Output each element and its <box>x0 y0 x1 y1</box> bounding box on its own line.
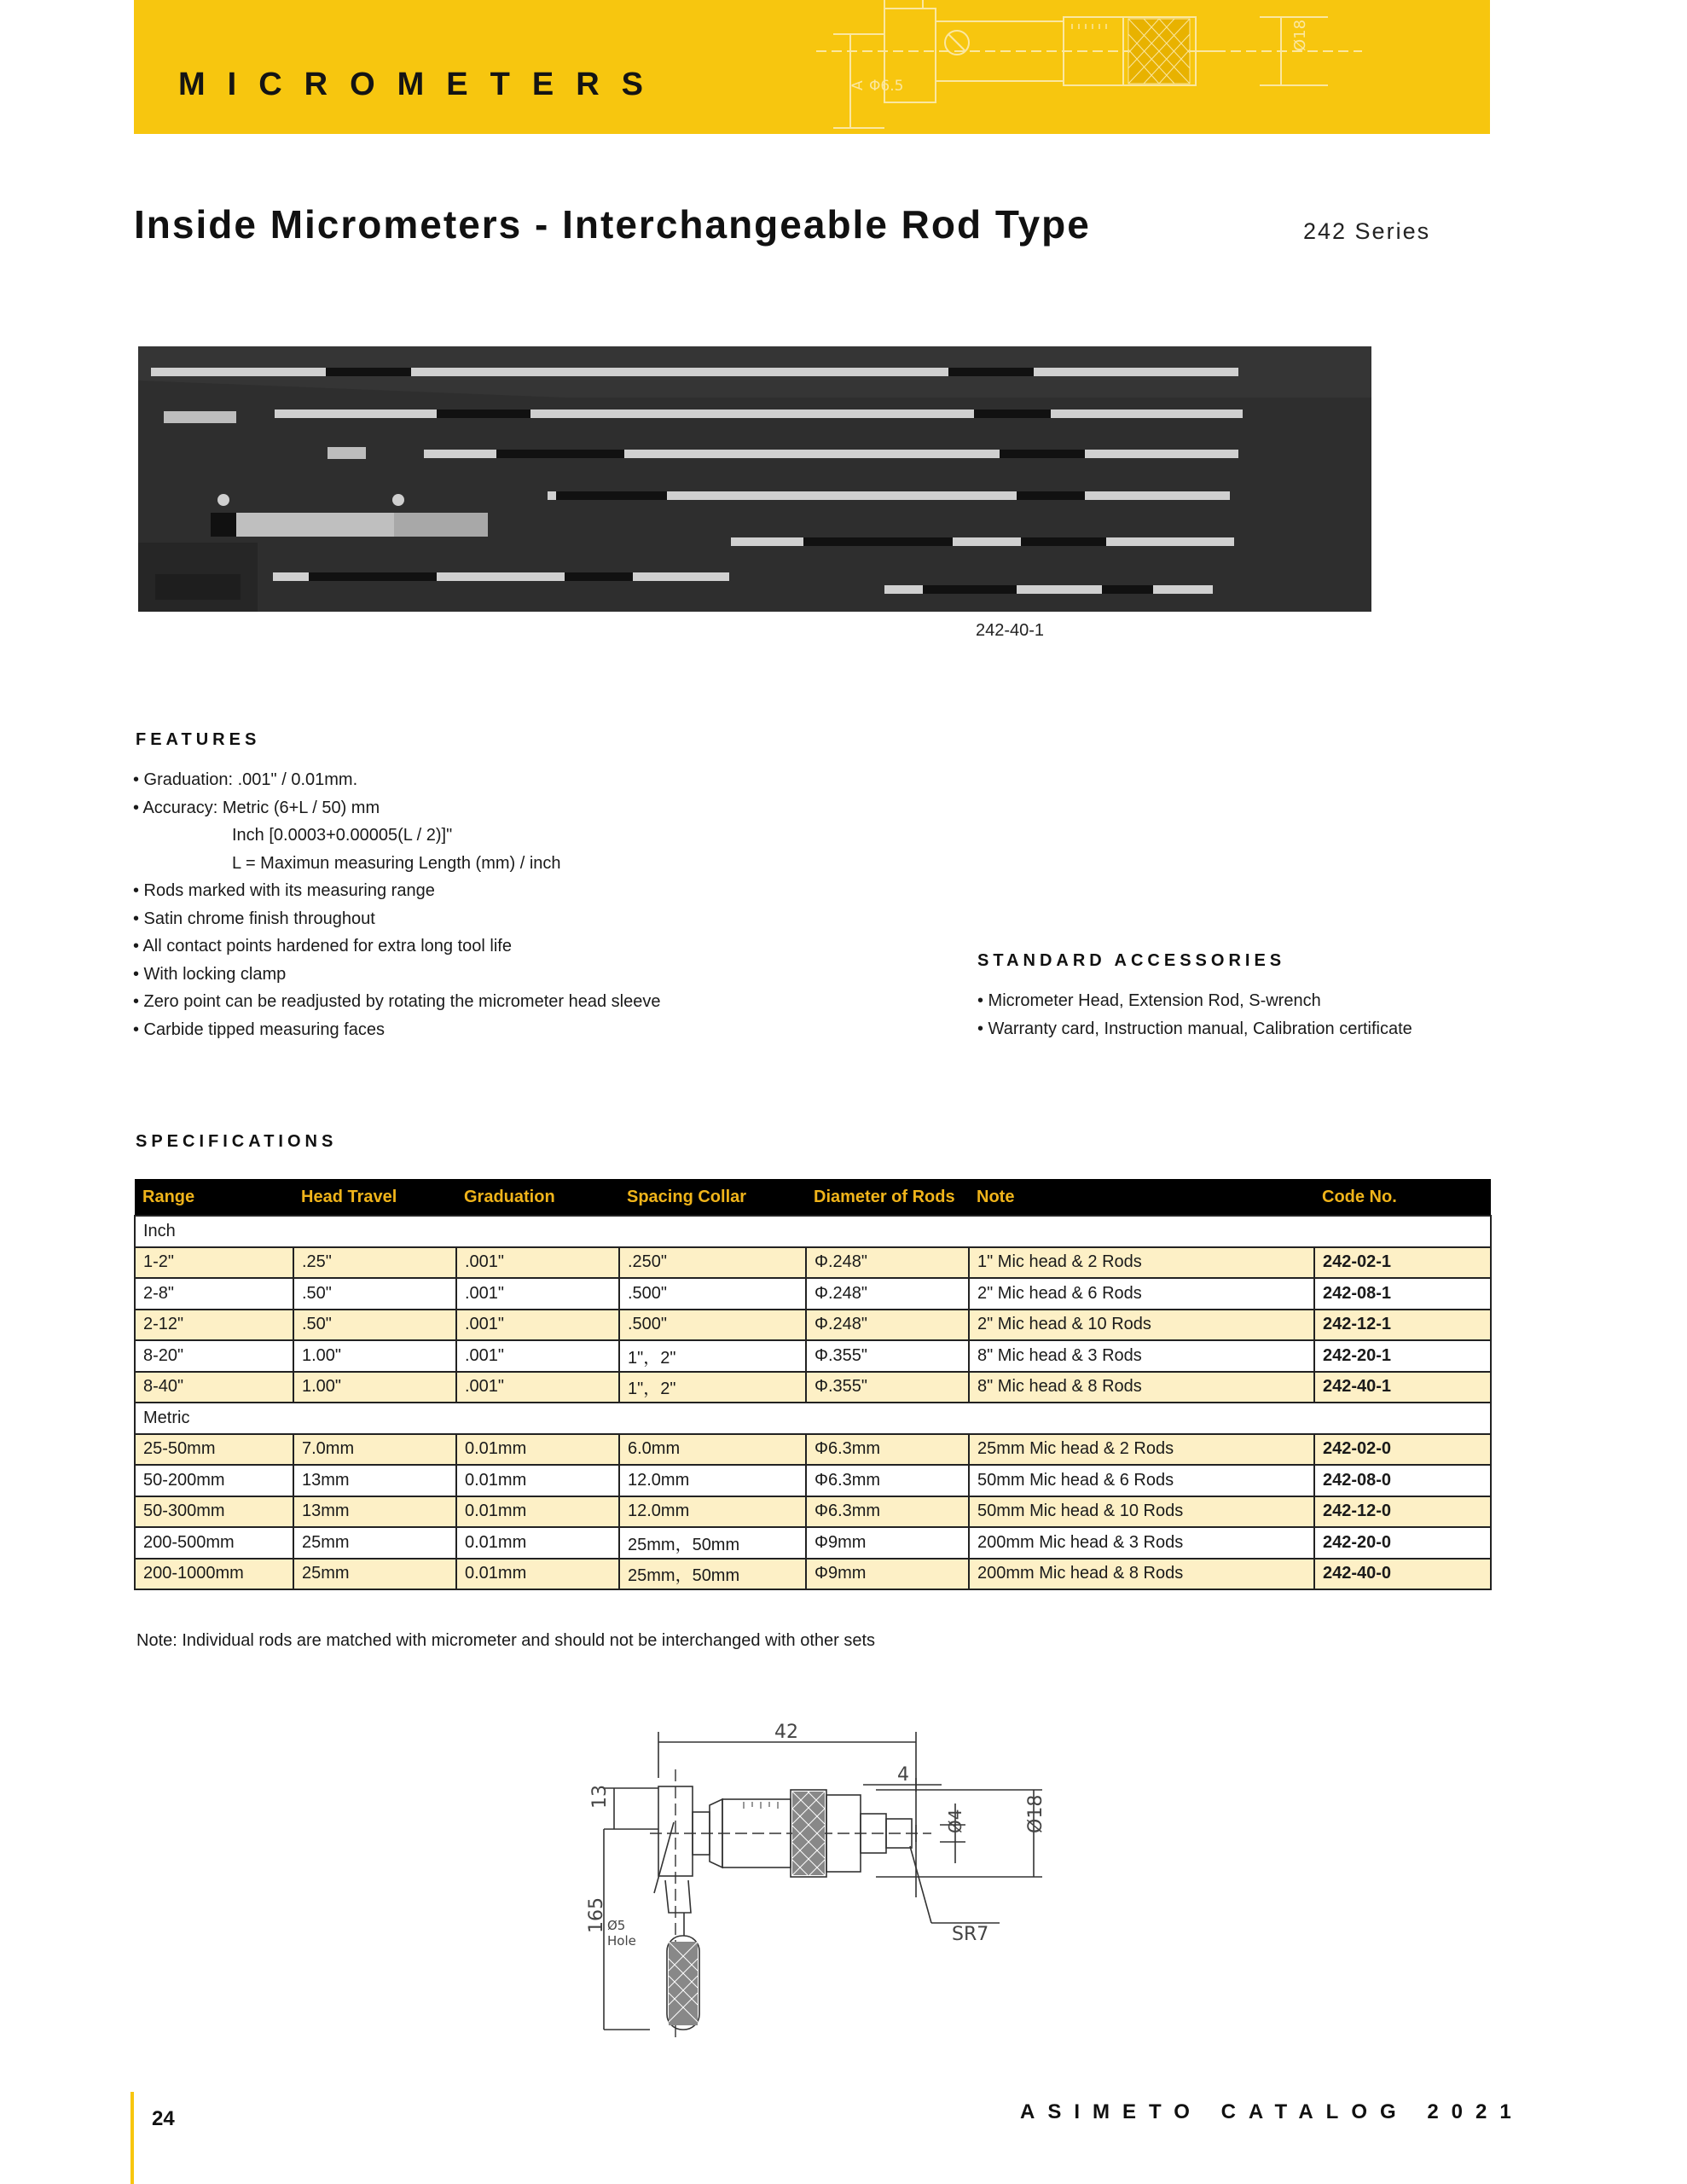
table-cell: 12.0mm <box>619 1465 806 1496</box>
column-header: Diameter of Rods <box>806 1179 969 1216</box>
table-cell: 8-40" <box>135 1372 293 1403</box>
accessories-heading: STANDARD ACCESSORIES <box>977 951 1286 970</box>
table-row <box>135 1340 1491 1372</box>
table-group-row <box>135 1216 1491 1247</box>
micrometer-head-drawing <box>573 1718 1051 2051</box>
specifications-table <box>134 1179 1492 1590</box>
table-cell: 7.0mm <box>293 1434 456 1466</box>
extension-rod <box>548 491 1230 500</box>
feature-item: • With locking clamp <box>133 964 287 984</box>
group-label: Metric <box>135 1403 1491 1434</box>
feature-item: L = Maximun measuring Length (mm) / inch <box>232 853 561 873</box>
table-cell: 25mm <box>293 1559 456 1590</box>
table-cell: 25mm <box>293 1527 456 1559</box>
spacing-collar <box>164 411 236 423</box>
table-cell: .500" <box>619 1310 806 1341</box>
table-row <box>135 1434 1491 1466</box>
table-cell: 6.0mm <box>619 1434 806 1466</box>
table-cell: 13mm <box>293 1496 456 1528</box>
sr7-label: SR7 <box>952 1924 989 1945</box>
table-cell: 2-8" <box>135 1278 293 1310</box>
feature-item: • Graduation: .001" / 0.01mm. <box>133 770 358 789</box>
table-cell: Φ.248" <box>806 1310 969 1341</box>
table-cell: 50mm Mic head & 6 Rods <box>969 1465 1314 1496</box>
catalog-label: ASIMETO CATALOG 2021 <box>1020 2100 1524 2123</box>
table-cell: 25mm Mic head & 2 Rods <box>969 1434 1314 1466</box>
table-cell: 2" Mic head & 6 Rods <box>969 1278 1314 1310</box>
accessory-item: • Warranty card, Instruction manual, Calibration certificate <box>977 1019 1412 1038</box>
dim-4-label: 4 <box>897 1764 909 1786</box>
table-cell: Φ6.3mm <box>806 1434 969 1466</box>
table-cell: .001" <box>456 1372 619 1403</box>
table-cell: 0.01mm <box>456 1465 619 1496</box>
table-cell: 0.01mm <box>456 1559 619 1590</box>
table-cell: Φ6.3mm <box>806 1496 969 1528</box>
header-dia18-label: Ø18 <box>1291 19 1309 51</box>
table-cell: 1.00" <box>293 1340 456 1372</box>
code-number-cell: 242-12-1 <box>1314 1310 1491 1341</box>
feature-item: Inch [0.0003+0.00005(L / 2)]" <box>232 826 453 845</box>
header-micrometer-drawing <box>816 0 1490 134</box>
table-cell: .250" <box>619 1247 806 1279</box>
table-cell: 25mm，50mm <box>619 1527 806 1559</box>
column-header: Range <box>135 1179 293 1216</box>
table-cell: 200mm Mic head & 3 Rods <box>969 1527 1314 1559</box>
code-number-cell: 242-02-0 <box>1314 1434 1491 1466</box>
feature-item: • Rods marked with its measuring range <box>133 881 435 900</box>
table-cell: Φ.248" <box>806 1278 969 1310</box>
dim-13-label: 13 <box>589 1785 611 1809</box>
code-number-cell: 242-08-1 <box>1314 1278 1491 1310</box>
column-header: Spacing Collar <box>619 1179 806 1216</box>
table-cell: 8" Mic head & 8 Rods <box>969 1372 1314 1403</box>
feature-item: • Accuracy: Metric (6+L / 50) mm <box>133 798 380 817</box>
table-row <box>135 1278 1491 1310</box>
table-cell: 0.01mm <box>456 1527 619 1559</box>
code-number-cell: 242-20-1 <box>1314 1340 1491 1372</box>
page-title: Inside Micrometers - Interchangeable Rod Type <box>134 202 1091 247</box>
extension-rod <box>151 368 1238 376</box>
features-list <box>133 766 660 1043</box>
table-cell: Φ.355" <box>806 1340 969 1372</box>
table-cell: .001" <box>456 1247 619 1279</box>
table-note: Note: Individual rods are matched with micrometer and should not be interchanged with other sets <box>136 1631 876 1650</box>
table-cell: .500" <box>619 1278 806 1310</box>
table-cell: 50-200mm <box>135 1465 293 1496</box>
code-number-cell: 242-40-1 <box>1314 1372 1491 1403</box>
header-band <box>134 0 1490 134</box>
table-cell: Φ9mm <box>806 1559 969 1590</box>
dim-42-label: 42 <box>774 1722 798 1743</box>
column-header: Code No. <box>1314 1179 1491 1216</box>
photo-caption: 242-40-1 <box>976 621 1045 640</box>
code-number-cell: 242-08-0 <box>1314 1465 1491 1496</box>
features-heading: FEATURES <box>136 730 261 749</box>
extension-rod <box>731 537 1234 546</box>
table-cell: 50-300mm <box>135 1496 293 1528</box>
table-cell: 200mm Mic head & 8 Rods <box>969 1559 1314 1590</box>
table-cell: 2" Mic head & 10 Rods <box>969 1310 1314 1341</box>
table-cell: Φ6.3mm <box>806 1465 969 1496</box>
table-row <box>135 1559 1491 1590</box>
table-cell: 8" Mic head & 3 Rods <box>969 1340 1314 1372</box>
code-number-cell: 242-40-0 <box>1314 1559 1491 1590</box>
section-title: MICROMETERS <box>178 67 665 102</box>
extension-rod <box>424 450 1238 458</box>
hole-word-label: Hole <box>607 1933 636 1949</box>
table-cell: 1.00" <box>293 1372 456 1403</box>
accessory-item: • Micrometer Head, Extension Rod, S-wrench <box>977 991 1321 1010</box>
table-row <box>135 1465 1491 1496</box>
column-header: Head Travel <box>293 1179 456 1216</box>
table-cell: 13mm <box>293 1465 456 1496</box>
extension-rod <box>884 585 1213 594</box>
table-row <box>135 1372 1491 1403</box>
code-number-cell: 242-20-0 <box>1314 1527 1491 1559</box>
column-header: Note <box>969 1179 1314 1216</box>
code-number-cell: 242-12-0 <box>1314 1496 1491 1528</box>
table-cell: .25" <box>293 1247 456 1279</box>
feature-item: • Zero point can be readjusted by rotating the micrometer head sleeve <box>133 992 661 1011</box>
feature-item: • Carbide tipped measuring faces <box>133 1019 385 1039</box>
page-number: 24 <box>152 2107 175 2130</box>
table-cell: 1-2" <box>135 1247 293 1279</box>
group-label: Inch <box>135 1216 1491 1247</box>
series-label: 242 Series <box>1303 218 1431 244</box>
table-cell: .50" <box>293 1310 456 1341</box>
table-cell: 25mm，50mm <box>619 1559 806 1590</box>
table-cell: 0.01mm <box>456 1496 619 1528</box>
table-cell: Φ.355" <box>806 1372 969 1403</box>
table-cell: 1" Mic head & 2 Rods <box>969 1247 1314 1279</box>
table-cell: 25-50mm <box>135 1434 293 1466</box>
table-cell: 1"，2" <box>619 1340 806 1372</box>
table-row <box>135 1496 1491 1528</box>
header-dia65-label: Φ6.5 <box>869 78 904 95</box>
table-cell: Φ.248" <box>806 1247 969 1279</box>
dim-dia4-label: Ø4 <box>945 1809 965 1833</box>
table-row <box>135 1310 1491 1341</box>
table-cell: 8-20" <box>135 1340 293 1372</box>
feature-item: • Satin chrome finish throughout <box>133 909 375 928</box>
table-group-row <box>135 1403 1491 1434</box>
table-cell: 50mm Mic head & 10 Rods <box>969 1496 1314 1528</box>
table-cell: 2-12" <box>135 1310 293 1341</box>
table-cell: .001" <box>456 1310 619 1341</box>
feature-item: • All contact points hardened for extra long tool life <box>133 937 512 956</box>
table-row <box>135 1527 1491 1559</box>
extension-rod <box>275 410 1243 418</box>
column-header: Graduation <box>456 1179 619 1216</box>
table-row <box>135 1247 1491 1279</box>
dim-165-label: 165 <box>586 1897 607 1933</box>
table-cell: 12.0mm <box>619 1496 806 1528</box>
accessories-list <box>977 987 1412 1043</box>
table-cell: .50" <box>293 1278 456 1310</box>
header-a-label: A <box>849 80 867 90</box>
spacing-collar <box>328 447 366 459</box>
product-photo <box>138 346 1371 612</box>
table-cell: 200-1000mm <box>135 1559 293 1590</box>
table-cell: .001" <box>456 1340 619 1372</box>
extension-rod <box>273 572 729 581</box>
dim-dia18-label: Ø18 <box>1025 1794 1046 1833</box>
table-cell: 200-500mm <box>135 1527 293 1559</box>
table-body <box>135 1216 1491 1589</box>
code-number-cell: 242-02-1 <box>1314 1247 1491 1279</box>
specifications-heading: SPECIFICATIONS <box>136 1132 338 1151</box>
table-cell: Φ9mm <box>806 1527 969 1559</box>
table-header-row <box>135 1179 1491 1216</box>
footer-accent-bar <box>130 2092 134 2184</box>
table-cell: 0.01mm <box>456 1434 619 1466</box>
table-cell: 1"，2" <box>619 1372 806 1403</box>
table-cell: .001" <box>456 1278 619 1310</box>
hole-dia-label: Ø5 <box>607 1918 626 1933</box>
